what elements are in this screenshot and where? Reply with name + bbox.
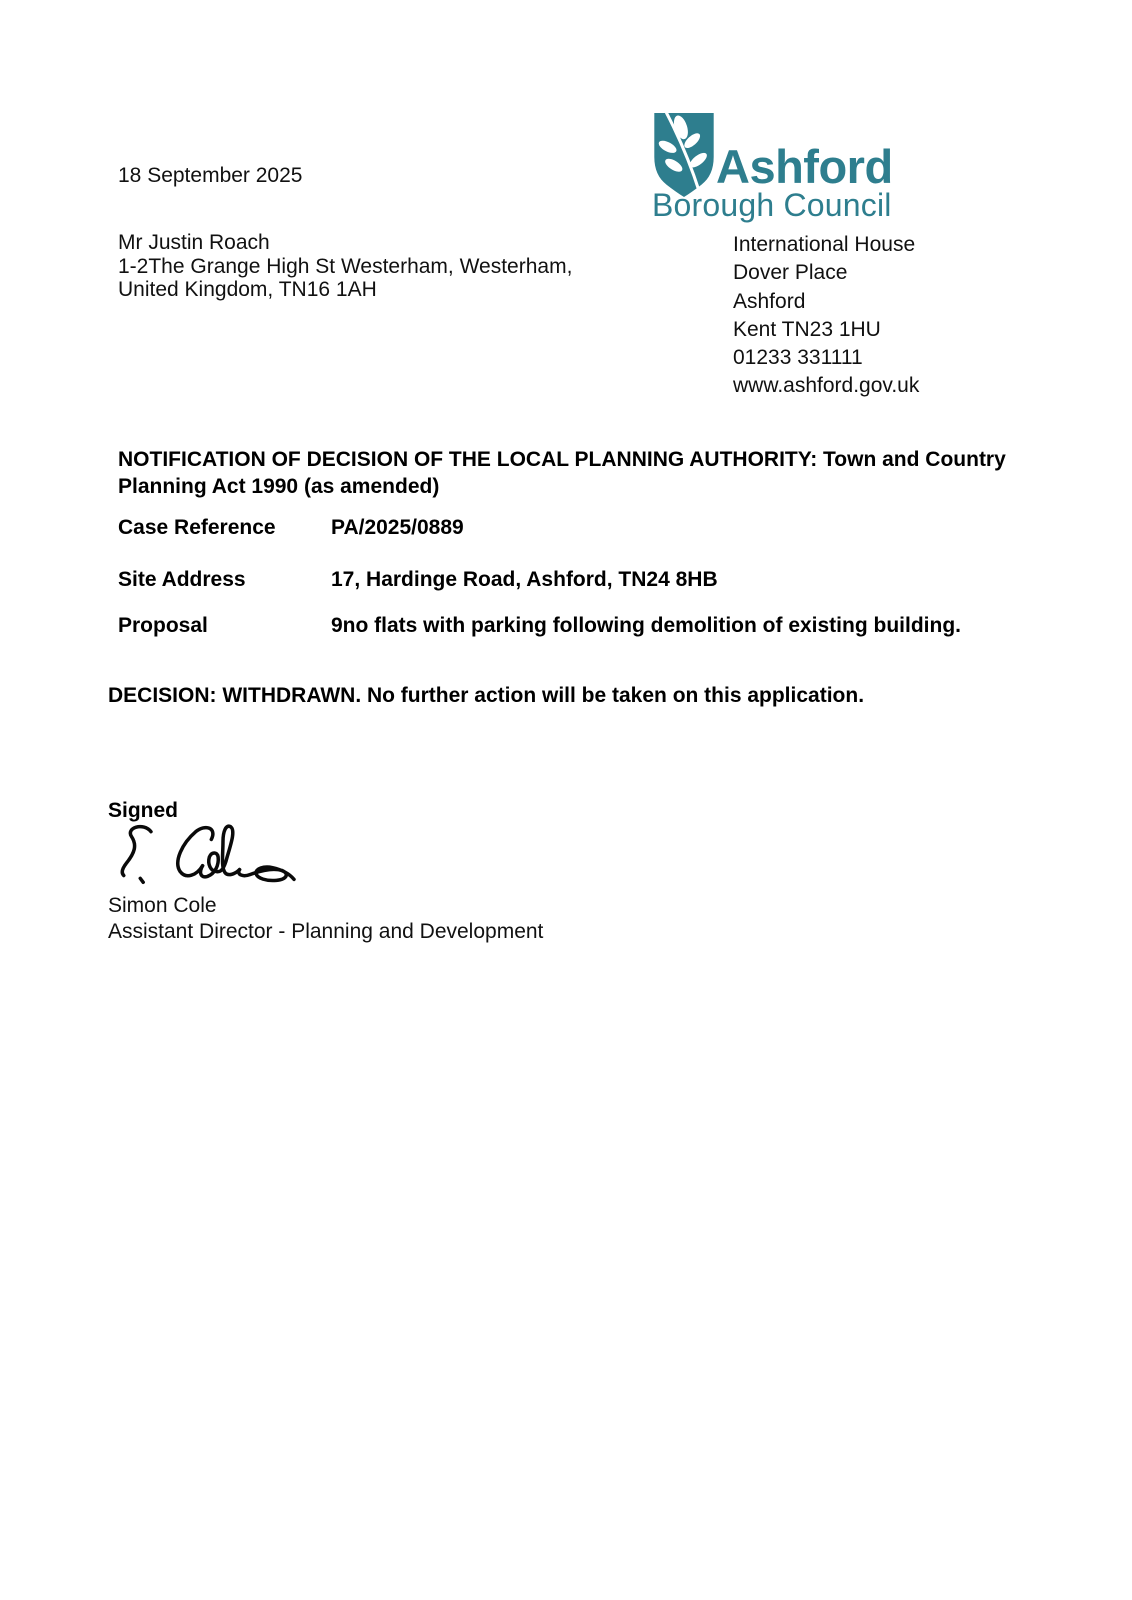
site-address-value: 17, Hardinge Road, Ashford, TN24 8HB bbox=[331, 568, 718, 591]
council-address-line-4: Kent TN23 1HU bbox=[733, 317, 881, 341]
recipient-address-line-1: 1-2The Grange High St Westerham, Westerham, bbox=[118, 254, 573, 278]
proposal-value: 9no flats with parking following demolition of existing building. bbox=[331, 614, 961, 637]
case-reference-value: PA/2025/0889 bbox=[331, 516, 464, 539]
council-address-line-2: Dover Place bbox=[733, 261, 848, 285]
signed-label: Signed bbox=[108, 799, 179, 822]
case-reference-label: Case Reference bbox=[118, 516, 276, 539]
council-logo bbox=[653, 112, 715, 198]
shield-leaf-icon bbox=[653, 112, 715, 198]
logo-subtitle: Borough Council bbox=[652, 187, 892, 223]
council-address-line-1: International House bbox=[733, 233, 916, 256]
recipient-address-line-2: United Kingdom, TN16 1AH bbox=[118, 278, 377, 301]
notice-heading-line-2: Planning Act 1990 (as amended) bbox=[118, 475, 440, 498]
proposal-label: Proposal bbox=[118, 614, 208, 637]
notice-heading bbox=[118, 446, 1023, 500]
letter-date: 18 September 2025 bbox=[118, 164, 303, 187]
signatory-name: Simon Cole bbox=[108, 894, 217, 917]
handwritten-signature-icon bbox=[112, 820, 297, 892]
logo-title: Ashford bbox=[716, 140, 893, 193]
council-phone: 01233 331111 bbox=[733, 346, 863, 370]
council-address-block bbox=[733, 231, 919, 401]
notice-heading-line-1: NOTIFICATION OF DECISION OF THE LOCAL PLANNING AUTHORITY: Town and Country bbox=[118, 448, 1006, 471]
recipient-name: Mr Justin Roach bbox=[118, 231, 270, 254]
site-address-label: Site Address bbox=[118, 568, 246, 591]
signature-image bbox=[112, 820, 297, 892]
recipient-address-block bbox=[118, 231, 572, 302]
council-address-line-3: Ashford bbox=[733, 289, 806, 313]
signatory-block bbox=[108, 893, 543, 945]
signatory-title: Assistant Director - Planning and Development bbox=[108, 920, 544, 943]
decision-statement: DECISION: WITHDRAWN. No further action will be taken on this application. bbox=[108, 684, 865, 707]
council-website: www.ashford.gov.uk bbox=[733, 374, 920, 398]
